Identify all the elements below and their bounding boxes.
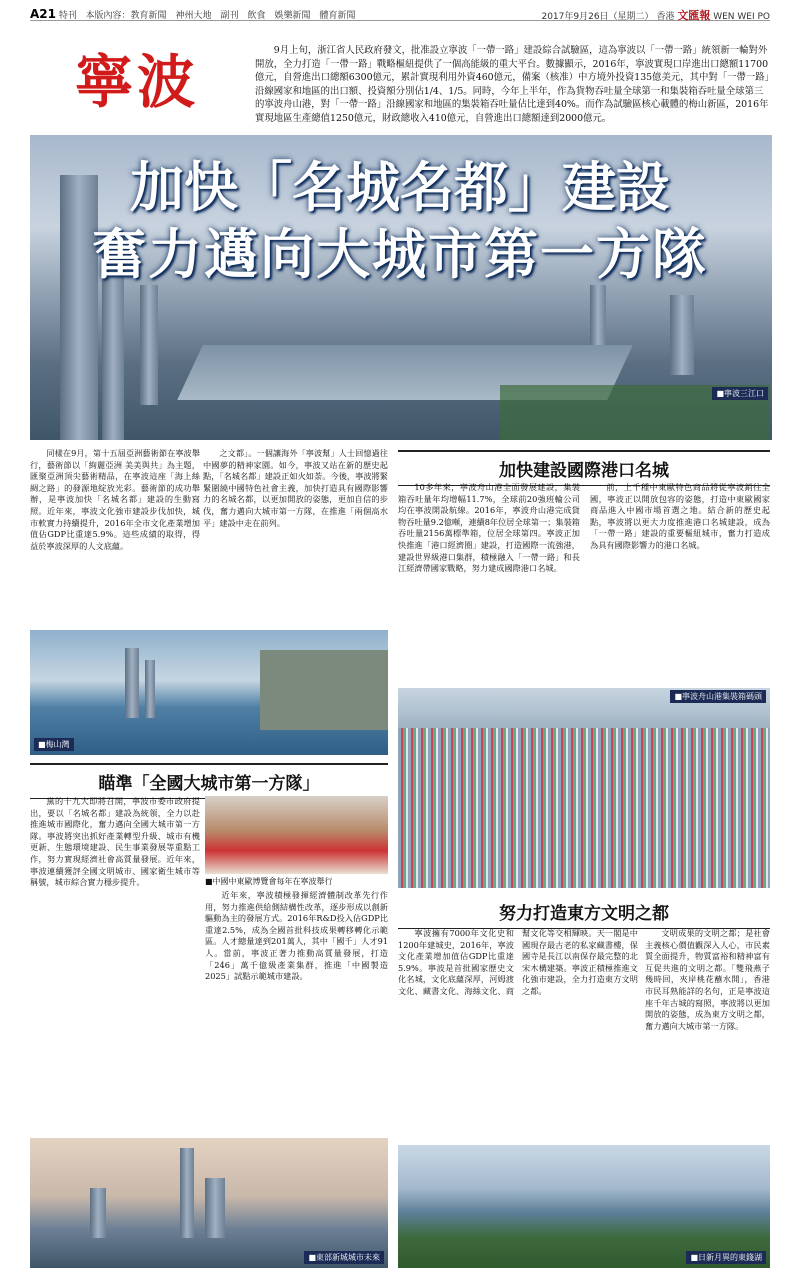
article-column [30,796,200,1134]
tower-building [125,648,139,718]
intro-paragraph: 9月上旬，浙江省人民政府發文，批准設立寧波「一帶一路」建設綜合試驗區，這為寧波以「一帶一路」統領新一輪對外開放，全力打造「一帶一路」戰略樞紐提供了一個高能級的重大平台。數據顯示，2016年，寧波實現口岸進出口總額11700億元，自營進出口總額6300億元，累計實現利用外資460億元，備案（核准）中方境外投資135億美元，其中對「一帶一路」沿線國家和地區的出口額、投資額分別佔1/4、1/5。同時，今年上半年，作為貨物吞吐量全球第一和集裝箱吞吐量全球第三的寧波舟山港，對「一帶一路」沿線國家和地區的集裝箱吞吐量佔比達到40%。而作為試驗區核心載體的梅山新區，2016年實現地區生產總值1250億元，財政總收入410億元，自營進出口總額達到2000億元。 [255,45,770,124]
headline-main: 加快「名城名都」建設 [130,155,670,219]
article-text: 之文都」。一個讓海外「寧波幫」人士回憶過往中國夢的精神家園。如今，寧波又站在新的歷史起點，「名城名都」建設正如火如荼。今後，寧波將緊緊圍繞中國特色社會主義，加快打造具有國際影響力的名城名都，以更加開放的姿態，更加自信的步伐，奮力邁向大城市第一方隊，在推進「兩個高水平」建設中走在前列。 [203,448,388,528]
headline-sub: 奮力邁向大城市第一方隊 [92,222,708,286]
article-column [30,448,200,628]
article-text: 寧波擁有7000年文化史和1200年建城史，2016年，寧波文化產業增加值佔GDP比重達5.9%。寧波是首批國家歷史文化名城，文化底蘊深厚，河姆渡文化、藏書文化、海絲文化、商幫文化等交相輝映。天一閣是中國現存最古老的私家藏書樓，保國寺是長江以南保存最完整的北宋木構建築。寧波正積極推進文化強市建設，全力打造東方文明之都。 [398,928,638,996]
article-column [590,482,770,677]
page-number: A21 [30,7,56,21]
tower-building [140,285,158,405]
article-text: 文明成果的文明之都；是社會主義核心價值觀深入人心，市民素質全面提升，物質富裕和精神富有互促共進的文明之都。「雙飛燕子幾時回，夾岸桃花蘸水開」，香港市民耳熟能詳的名句，正是寧波這座千年古城的寫照，寧波將以更加開放的姿態，成為東方文明之都，奮力邁向大城市第一方隊。 [645,928,770,1031]
paper-logo-en: WEN WEI PO [713,12,770,22]
meishan-photo [30,630,388,755]
section-label: 特刊 [58,11,77,21]
tower-building [180,1148,194,1238]
region-label: 香港 [656,12,675,22]
page-header [30,6,770,21]
section-heading: 瞄準「全國大城市第一方隊」 [30,763,388,799]
article-text: 前，上千種中東歐特色商品將從寧波銷往全國，寧波正以開放包容的姿態，打造中東歐國家商品進入中國市場首選之地。結合新的歷史起點，寧波將以更大力度推進港口名城建設，成為「一帶一路」建設的重要樞紐城市，奮力打造成為具有國際影響力的港口名城。 [590,482,770,550]
article-column [398,482,580,677]
article-text: 10多年來，寧波舟山港全面發展建設，集裝箱吞吐量年均增幅11.7%，全球前20強班輪公司均在寧波開設航線。2016年，寧波舟山港完成貨物吞吐量9.2億噸，連續8年位居全球第一；集裝箱吞吐量2156萬標準箱，位居全球第四。寧波正加快推進「港口經濟圈」建設，打造國際一流強港，建設世界級港口集群，積極融入「一帶一路」和長江經濟帶國家戰略，努力建成國際港口名城。 [398,482,580,574]
tower-building [90,1188,106,1238]
tower-building [145,660,155,718]
tower-building [205,1178,225,1238]
photo-caption: ■東部新城城市未來 [304,1251,384,1264]
lake-photo [398,1145,770,1268]
article-text: 近年來，寧波積極發揮經濟體制改革先行作用，努力推進供給側結構性改革，逐步形成以創新驅動為主的發展方式。2016年R&D投入佔GDP比重達2.5%，成為全國首批科技成果轉移轉化示範區。人才總量達到201萬人，其中「國千」人才91人。當前，寧波正著力推動高質量發展，打造「246」萬千億級產業集群，推進「中國製造2025」試點示範城市建設。 [205,890,388,982]
section-heading: 努力打造東方文明之都 [398,895,770,929]
section-heading: 加快建設國際港口名城 [398,450,770,486]
expo-photo [205,796,388,874]
photo-caption: ■寧波三江口 [712,387,768,400]
photo-caption: ■日新月異的東錢湖 [686,1251,766,1264]
article-column [645,928,770,1138]
issue-date: 2017年9月26日（星期二） [541,12,654,22]
tower-building [670,295,694,375]
port-photo [398,688,770,888]
article-text: 黨的十九大即將召開，寧波市委市政府提出，要以「名城名都」建設為統領，全力以赴推進城市國際化，奮力邁向全國大城市第一方隊。寧波將突出抓好產業轉型升級、城市有機更新、生態環境建設、民生事業發展等重點工作，努力實現經濟社會高質量發展。近年來，寧波連續獲評全國文明城市、國家衛生城市等稱號，城市綜合實力穩步提升。 [30,796,200,888]
skyline-photo [30,1138,388,1268]
article-text: 同樣在9月，第十五屆亞洲藝術節在寧波舉行，藝術節以「絢麗亞洲 美美與共」為主題，匯聚亞洲頂尖藝術精品，在寧波這座「海上絲綢之路」的發源地綻放光彩。藝術節的成功舉辦，是寧波加快「名城名都」建設的生動寫照。近年來，寧波文化強市建設步伐加快，城市軟實力持續提升，2016年全市文化產業增加值佔GDP比重達5.9%。這些成績的取得，得益於寧波深厚的人文底蘊。 [30,448,200,551]
editors-line: 本版內容：教育新聞 神州大地 副刊 飲食 娛樂新聞 體育新聞 [85,11,356,21]
article-column [205,890,388,1134]
photo-caption: ■中國中東歐博覽會每年在寧波舉行 [205,877,333,886]
city-title: 寧波 [75,48,200,116]
photo-caption: ■梅山灣 [34,738,74,751]
photo-caption: ■寧波舟山港集裝箱碼頭 [670,690,766,703]
building-complex [260,650,388,730]
article-column [203,448,388,628]
article-column [398,928,638,1138]
paper-logo: 文匯報 [677,9,711,22]
